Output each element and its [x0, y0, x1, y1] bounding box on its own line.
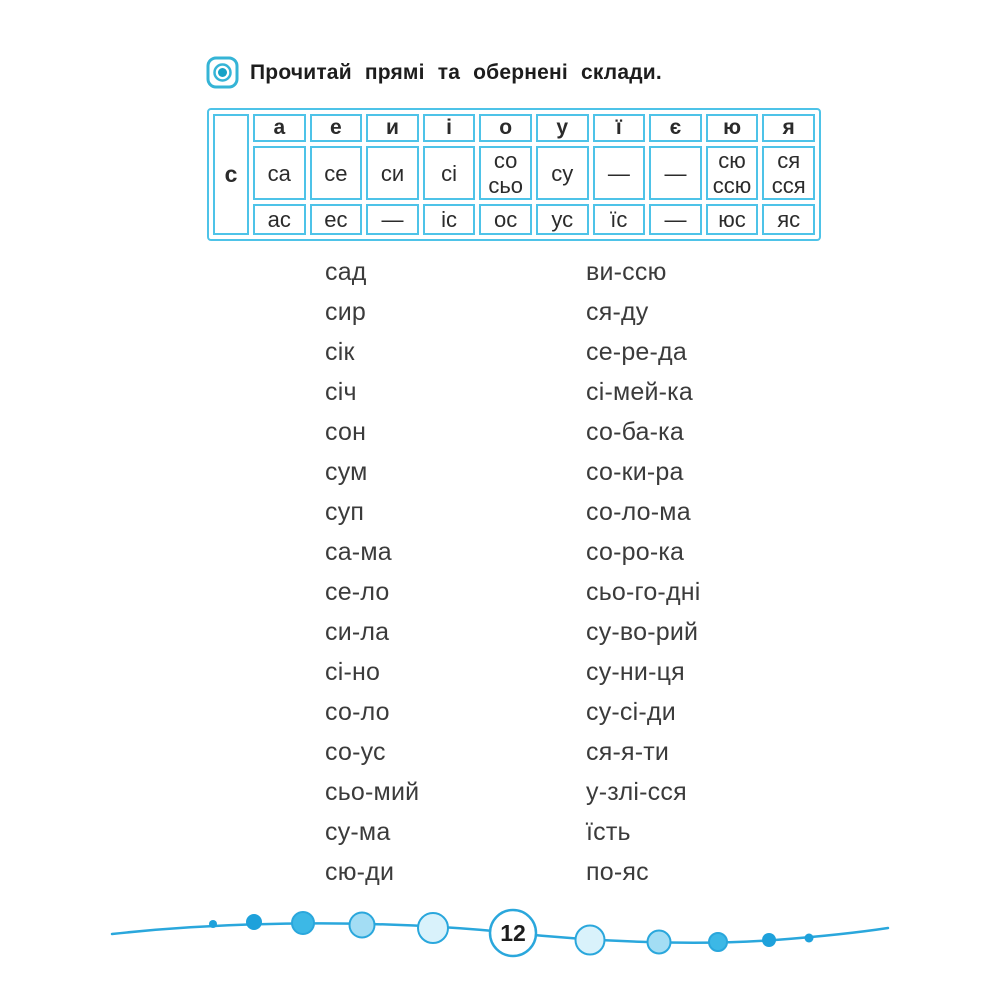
footer-dot — [762, 933, 776, 947]
target-icon — [206, 56, 239, 89]
footer-dot — [805, 934, 814, 943]
word-item: у-злі-сся — [586, 778, 687, 806]
direct-syllable-cell: су — [536, 146, 589, 200]
footer-dot — [576, 926, 605, 955]
vowel-header-cell: ю — [706, 114, 759, 142]
direct-syllable-cell: — — [649, 146, 702, 200]
word-item: сю-ди — [325, 858, 395, 886]
word-item: се-ре-да — [586, 338, 687, 366]
footer-dot — [292, 912, 314, 934]
reverse-syllable-cell: ас — [253, 204, 306, 235]
vowel-header-cell: ї — [593, 114, 646, 142]
word-item: сьо-го-дні — [586, 578, 701, 606]
word-item: су-ни-ця — [586, 658, 685, 686]
word-item: сир — [325, 298, 366, 326]
word-item: їсть — [586, 818, 631, 846]
reverse-syllable-cell: ус — [536, 204, 589, 235]
footer-dot — [418, 913, 448, 943]
vowel-header-cell: є — [649, 114, 702, 142]
word-list-left — [325, 252, 419, 892]
direct-syllable-cell: сю ссю — [706, 146, 759, 200]
word-item: сум — [325, 458, 368, 486]
word-item: со-ро-ка — [586, 538, 685, 566]
footer-dot — [246, 914, 262, 930]
word-item: со-ло — [325, 698, 390, 726]
word-item: со-ус — [325, 738, 386, 766]
footer-dot — [350, 913, 375, 938]
vowel-header-cell: я — [762, 114, 815, 142]
consonant-cell: с — [213, 114, 249, 235]
direct-syllable-cell: се — [310, 146, 363, 200]
word-item: се-ло — [325, 578, 390, 606]
vowel-header-cell: е — [310, 114, 363, 142]
word-list-right — [586, 252, 701, 892]
instruction-text: Прочитай прямі та обернені склади. — [250, 60, 662, 84]
vowel-header-cell: і — [423, 114, 476, 142]
direct-syllable-cell: са — [253, 146, 306, 200]
word-item: сі-мей-ка — [586, 378, 693, 406]
word-item: сік — [325, 338, 355, 366]
page-number: 12 — [500, 920, 526, 946]
word-item: су-ма — [325, 818, 391, 846]
reverse-syllable-cell: ес — [310, 204, 363, 235]
syllable-table — [207, 108, 821, 241]
footer-dot — [709, 933, 727, 951]
reverse-syllable-cell: — — [366, 204, 419, 235]
word-item: суп — [325, 498, 365, 526]
word-item: ся-я-ти — [586, 738, 670, 766]
word-item: по-яс — [586, 858, 649, 886]
instruction — [206, 56, 662, 89]
syllable-table-body — [213, 114, 815, 235]
reverse-syllable-cell: іс — [423, 204, 476, 235]
word-item: су-во-рий — [586, 618, 699, 646]
vowel-header-cell: и — [366, 114, 419, 142]
word-item: со-ки-ра — [586, 458, 684, 486]
word-item: си-ла — [325, 618, 390, 646]
page-footer-decoration — [0, 893, 1000, 983]
footer-dot — [648, 931, 671, 954]
word-item: сьо-мий — [325, 778, 420, 806]
word-item: са-ма — [325, 538, 392, 566]
reverse-syllable-cell: яс — [762, 204, 815, 235]
footer-dot — [209, 920, 217, 928]
vowel-header-cell: а — [253, 114, 306, 142]
reverse-syllable-cell: ос — [479, 204, 532, 235]
word-item: ви-ссю — [586, 258, 667, 286]
page-number-badge — [490, 910, 536, 956]
word-item: січ — [325, 378, 357, 406]
reverse-syllable-cell: їс — [593, 204, 646, 235]
vowel-header-cell: у — [536, 114, 589, 142]
vowel-header-cell: о — [479, 114, 532, 142]
word-item: сон — [325, 418, 367, 446]
direct-syllable-cell: ся сся — [762, 146, 815, 200]
word-item: сад — [325, 258, 367, 286]
word-item: со-ба-ка — [586, 418, 684, 446]
reverse-syllable-cell: юс — [706, 204, 759, 235]
direct-syllable-cell: — — [593, 146, 646, 200]
direct-syllable-cell: си — [366, 146, 419, 200]
word-item: сі-но — [325, 658, 381, 686]
direct-syllable-cell: сі — [423, 146, 476, 200]
word-item: ся-ду — [586, 298, 649, 326]
word-item: со-ло-ма — [586, 498, 691, 526]
word-item: су-сі-ди — [586, 698, 676, 726]
direct-syllable-cell: со сьо — [479, 146, 532, 200]
reverse-syllable-cell: — — [649, 204, 702, 235]
